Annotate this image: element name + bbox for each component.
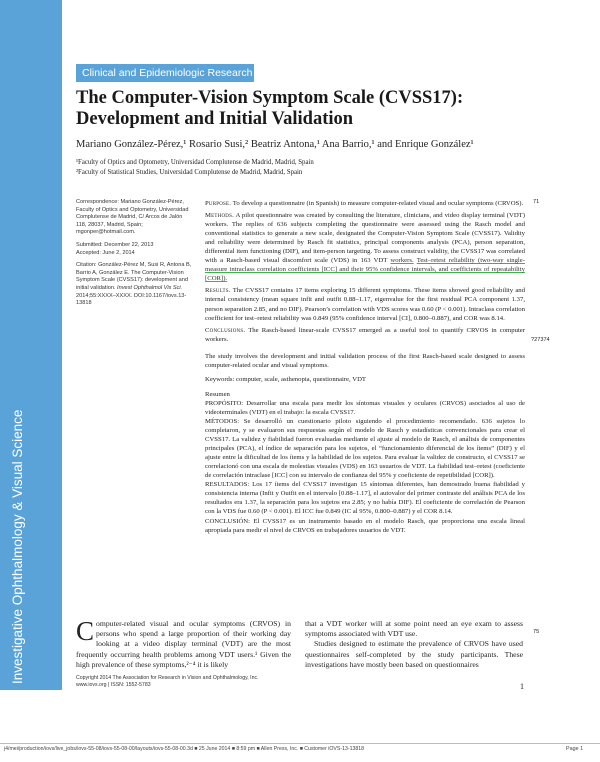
affiliation-2: ²Faculty of Statistical Studies, Universidad Complutense de Madrid, Madrid, Spain xyxy=(76,168,303,176)
body-column-2 xyxy=(305,619,523,670)
highlighted-annotation-1[interactable]: workers. xyxy=(390,257,414,265)
resumen-resultados: RESULTADOS: Los 17 ítems del CVSS17 investigan 15 síntomas diferentes, han demostrado buena fiabilidad y consistencia interna (Infit y Outfit en el intervalo [0.88–1.17], el autovalor del primer contraste del análisis PCA de los resultados era 1.37, la separación para los sujetos era 2.85; y no había DIF). El coeficiente de correlación de Pearson con la VDS fue 0.60 (P < 0.001). El ICC fue 0.849 (IC al 95%, 0.800–0.887) y el COR 8.14. xyxy=(205,481,525,516)
affiliations xyxy=(76,158,536,177)
results-label: Results. xyxy=(205,287,231,295)
methods-text: A pilot questionnaire was created by consulting the literature, clinicians, and video display terminal (VDT) workers. The replies of 636 subjects completing the questionnaire were assessed using the Rasch model and conventional statistics to generate a new scale, designated the Computer-Vision Symptom Scale (CVSS17). Validity and reliability were determined by Rasch fit statistics, principal components analysis (PCA), person separation, differential item functioning (DIF), and item-person targeting. To assess construct validity, the CVSS17 was correlated with a Rasch-based visual discomfort scale (VDS) in 163 VDT xyxy=(205,212,525,265)
translational-relevance: The study involves the development and initial validation process of the first Rasch-based scale designed to assess computer-related ocular and visual symptoms. xyxy=(205,352,525,369)
footer-divider xyxy=(0,743,600,744)
resumen-body xyxy=(205,399,525,535)
body-column-1 xyxy=(76,616,291,670)
abstract-methods xyxy=(205,211,525,283)
journal-sidebar xyxy=(0,0,62,690)
production-footer: j4/mei/production/iovs/live_jobs/iovs-55-08/iovs-55-08-00/layouts/iovs-55-08-00.3d ■ 25 June 2014 ■ 8:59 pm ■ Allen Press, Inc. ■ Customer iOVS-13-13818 xyxy=(4,746,364,752)
article-title: The Computer-Vision Symptom Scale (CVSS17): Development and Initial Validation xyxy=(76,88,464,129)
resumen-conclusion: CONCLUSIÓN: El CVSS17 es un instrumento basado en el modelo Rasch, que proporciona una escala lineal apropiada para medir el nivel de CRVOS en trabajadores usuarios de VDT. xyxy=(205,517,525,534)
dates xyxy=(76,242,194,257)
affiliation-1: ¹Faculty of Optics and Optometry, Universidad Complutense de Madrid, Madrid, Spain xyxy=(76,159,314,166)
abstract xyxy=(205,199,525,535)
copyright-notice xyxy=(76,675,336,690)
abstract-conclusions xyxy=(205,326,525,344)
purpose-label: Purpose. xyxy=(205,200,232,207)
highlighted-annotation-2[interactable]: Test–retest reliability (two-way single-measure intraclass correlation coefficients [ICC] and their 95% confidence intervals, and coefficients of repeatability [COR]). xyxy=(205,257,525,283)
author-list: Mariano González-Pérez,¹ Rosario Susi,² Beatriz Antona,¹ Ana Barrio,¹ and Enrique González¹ xyxy=(76,139,474,150)
results-text: The CVSS17 contains 17 items exploring 15 different symptoms. These items showed good reliability and internal consistency (mean square infit and outfit 0.88–1.17, eigenvalue for the first residual PCA component 1.37, person separation 2.85, and no DIF). Pearson’s correlation with VDS scores was 0.60 (P < 0.001). Intraclass correlation coefficient for test–retest reliability was 0.849 (95% confidence interval [CI], 0.800–0.887), and COR was 8.14. xyxy=(205,287,525,322)
accepted-date: Accepted: June 2, 2014 xyxy=(76,249,135,256)
resumen-metodos: MÉTODOS: Se desarrolló un cuestionario piloto siguiendo el procedimiento recomendado. 636 sujetos lo completaron, y se evaluaron sus respuestas según el modelo de Rasch y estadísticas convencionales para crear el CVSS17. La validez y fiabilidad fueron evaluadas mediante el ajuste al modelo de Rasch, el análisis de componentes principales (PCA), el índice de separación para los sujetos, el “funcionamiento diferencial de los ítems” (DIF) y el ajuste entre la dificultad de los ítems y la habilidad de los sujetos. Para evaluar la validez de constructo, el CVSS17 se correlacionó con una escala de molestias visuales (VDS) en 163 usuarios de VDT. La fiabilidad test–retest (coeficiente de correlación intraclase [ICC] con su intervalo de confianza del 95% y coeficiente de repetibilidad [COR]). xyxy=(205,417,525,480)
citation xyxy=(76,262,194,308)
purpose-text: To develop a questionnaire (in Spanish) to measure computer-related visual and ocular symptoms (CRVOS). xyxy=(232,200,524,207)
methods-label: Methods. xyxy=(205,212,234,220)
correspondence: Correspondence: Mariano González-Pérez, Faculty of Optics and Optometry, Universidad Complutense de Madrid, C/ Arcos de Jalón 118, 28037, Madrid, Spain; mgonper@hotmail.com. xyxy=(76,199,189,236)
submitted-date: Submitted: December 22, 2013 xyxy=(76,241,154,248)
resumen-proposito: PROPÓSITO: Desarrollar una escala para medir los síntomas visuales y oculares (CRVOS) asociados al uso de videoterminales (VDT) en el trabajo: la escala CVSS17. xyxy=(205,399,525,416)
abstract-purpose xyxy=(205,199,525,208)
margin-number-27374: ?27374 xyxy=(531,337,550,343)
keywords: Keywords: computer, scale, asthenopia, questionnaire, VDT xyxy=(205,375,366,383)
resumen-heading: Resumen xyxy=(205,390,230,398)
citation-suffix: 2014;55:XXXX–XXXX. DOI:10.1167/iovs.13-13818 xyxy=(76,292,187,307)
citation-prefix: Citation: González-Pérez M, Susi R, Antona B, Barrio A, González E. The Computer-Vision Symptom Scale (CVSS17): development and initial validation. xyxy=(76,262,192,291)
drop-cap: C xyxy=(76,616,95,646)
journal-title: Investigative Ophthalmology & Visual Science xyxy=(10,409,25,684)
journal-url-issn: www.iovs.org | ISSN: 1552-5783 xyxy=(76,682,151,689)
abstract-results xyxy=(205,286,525,322)
section-label: Clinical and Epidemiologic Research xyxy=(76,64,254,82)
article-sidenote xyxy=(76,199,194,313)
margin-number-75: 75 xyxy=(533,629,540,635)
margin-number-71: 71 xyxy=(533,199,540,205)
page-number: 1 xyxy=(520,682,524,691)
body-col1-text: omputer-related visual and ocular symptoms (CRVOS) in persons who spend a large proportion of their working day looking at a video display terminal (VDT) are the most frequently occurring health problems among VDT users.¹ Given the high prevalence of these symptoms,²⁻⁴ it is likely xyxy=(76,619,291,669)
footer-page-label: Page 1 xyxy=(566,746,584,752)
conclusions-label: Conclusions. xyxy=(205,326,246,334)
copyright-line: Copyright 2014 The Association for Research in Vision and Ophthalmology, Inc. xyxy=(76,675,259,681)
conclusions-text: The Rasch-based linear-scale CVSS17 emerged as a useful tool to quantify CRVOS in computer workers. xyxy=(205,326,525,343)
body-col2-para-2: Studies designed to estimate the prevalence of CRVOS have used questionnaires self-completed by the study participants. These investigations have mostly been based on questionnaires xyxy=(305,639,523,669)
body-col2-para-1: that a VDT worker will at some point need an eye exam to assess symptoms associated with VDT use. xyxy=(305,619,523,639)
citation-journal: Invest Ophthalmol Vis Sci. xyxy=(117,284,183,291)
